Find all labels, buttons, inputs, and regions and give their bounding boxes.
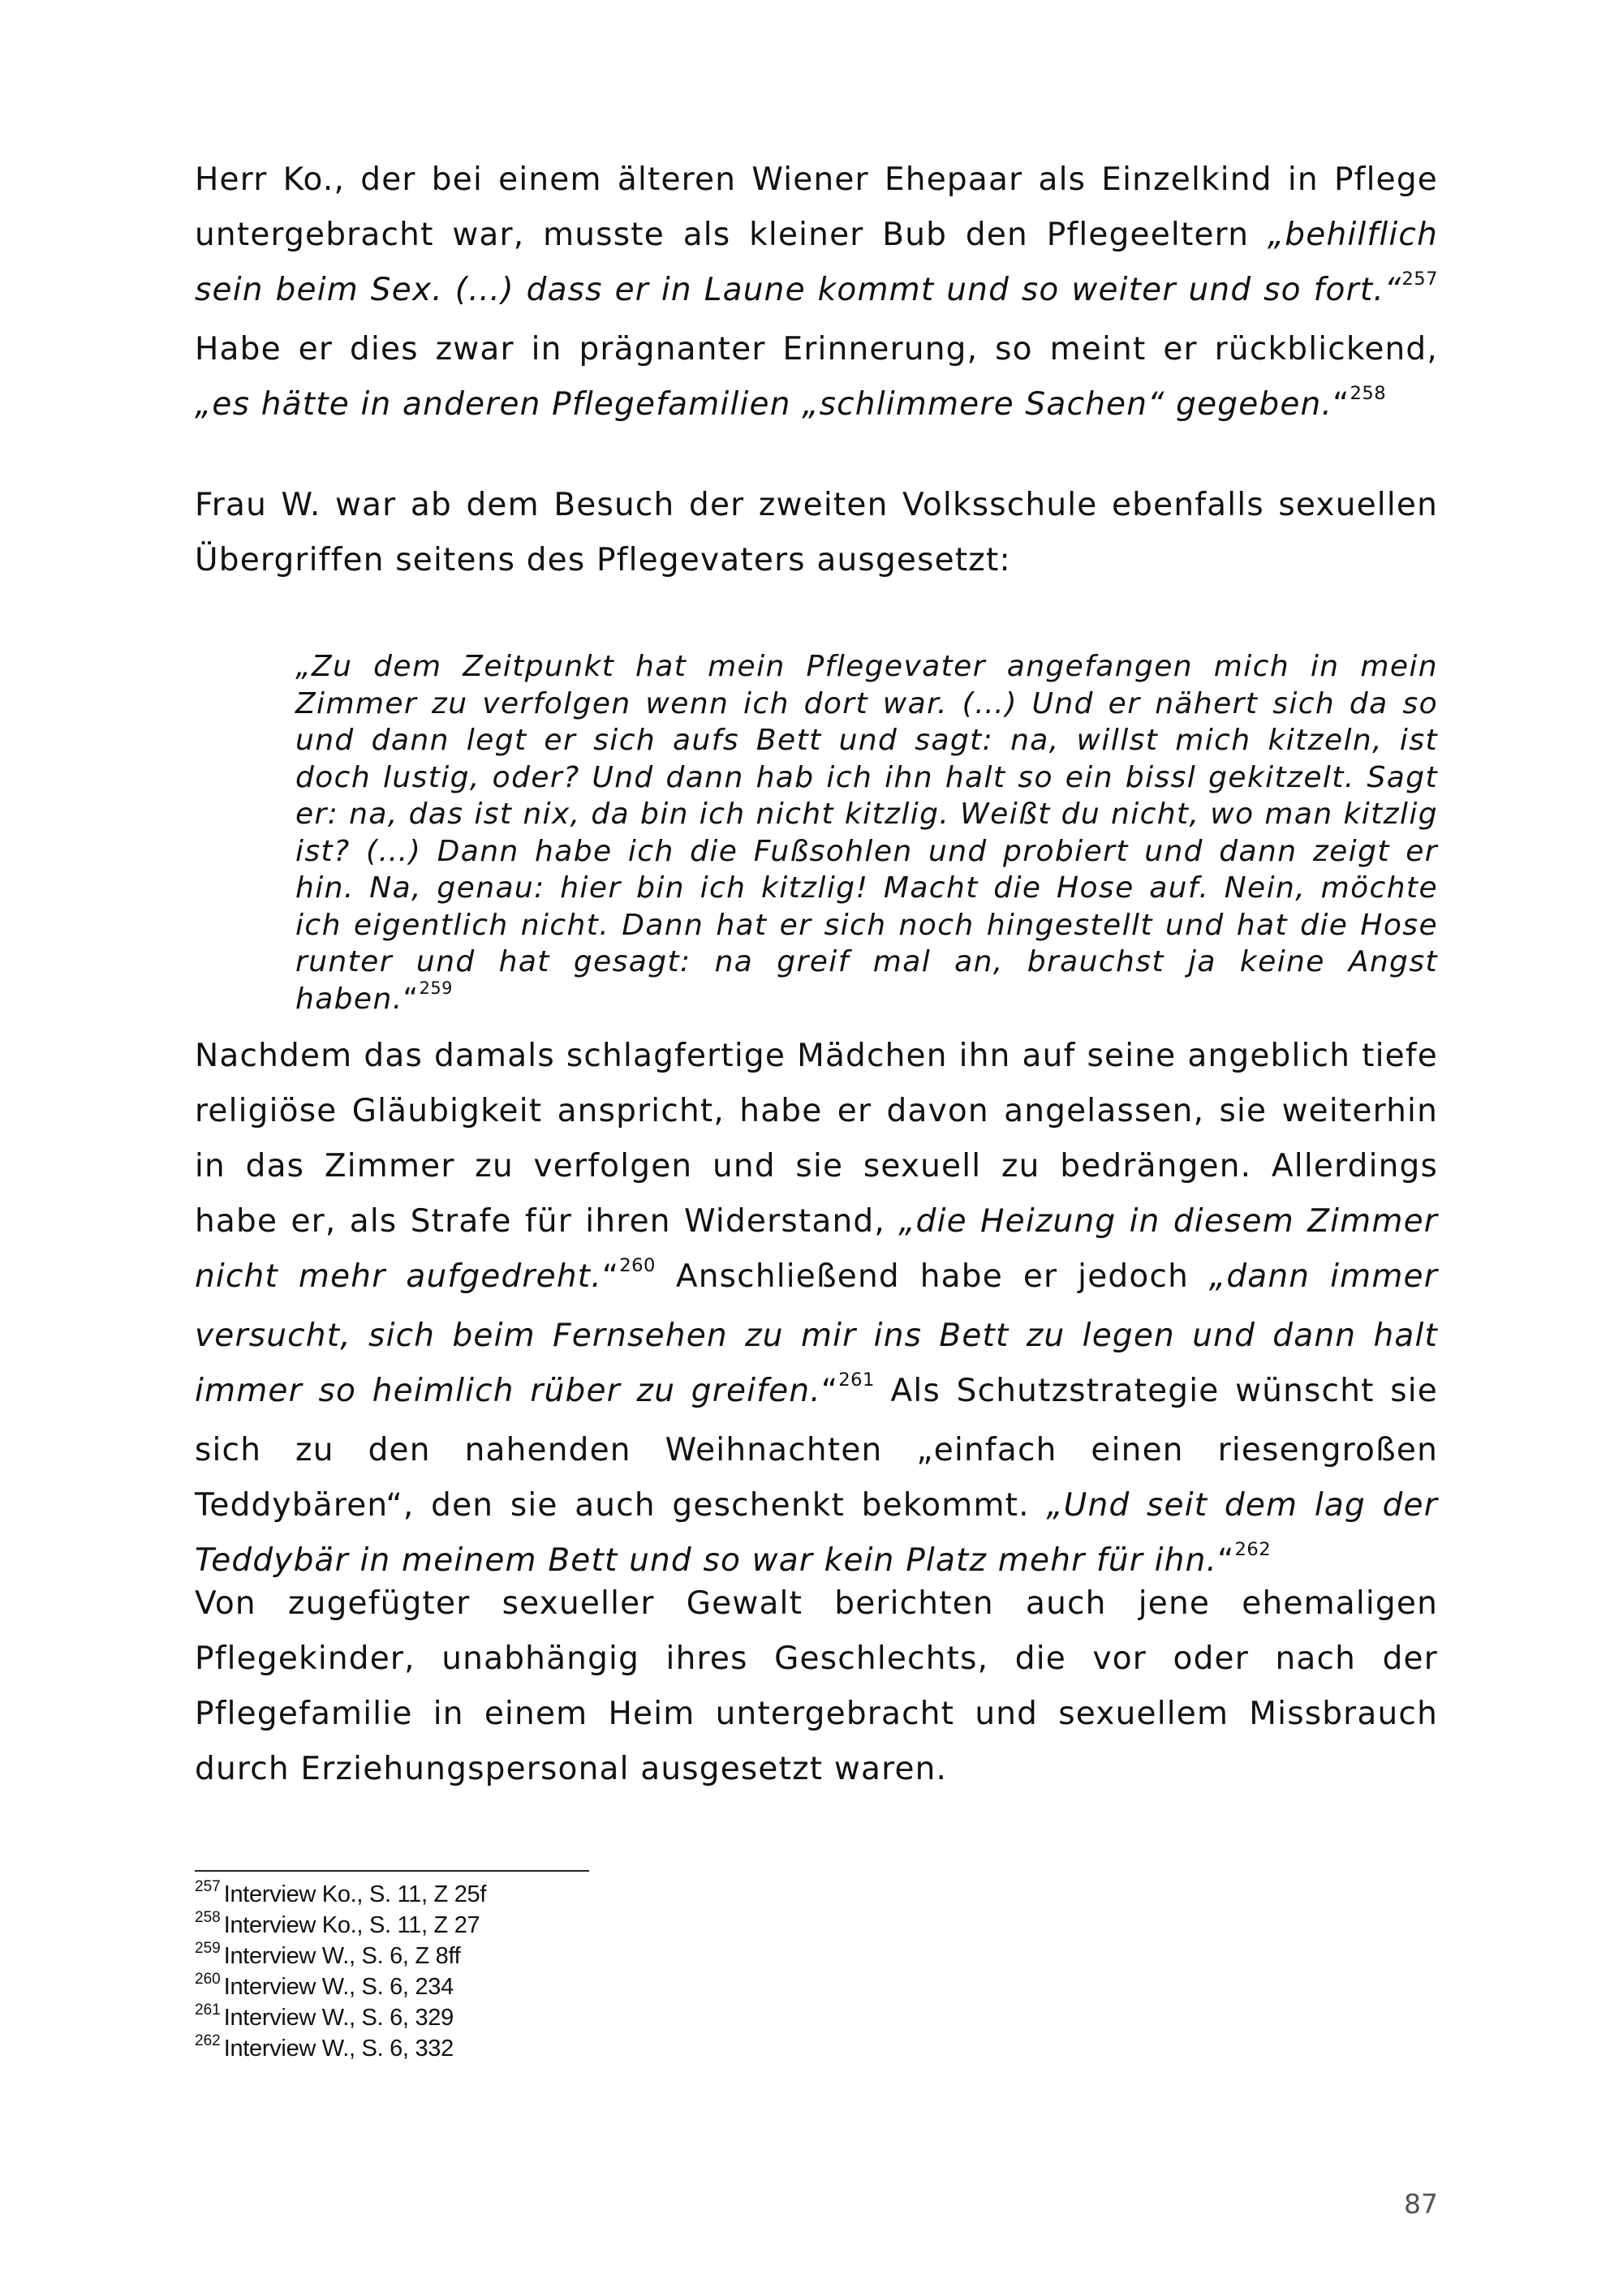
footnote-text: Interview W., S. 6, Z 8ff bbox=[223, 1943, 461, 1969]
paragraph-text: Herr Ko., der bei einem älteren Wiener Ehepaar als Einzelkind in Pflege untergebracht war, musste als kleiner Bub den Pflegeeltern bbox=[195, 161, 1438, 253]
footnote-number: 257 bbox=[195, 1877, 221, 1895]
closing-quote: “ bbox=[1217, 1542, 1235, 1579]
closing-quote: “ bbox=[820, 1373, 839, 1409]
footnotes bbox=[195, 1877, 1006, 2066]
footnote-number: 259 bbox=[195, 1939, 221, 1957]
footnote-text: Interview W., S. 6, 329 bbox=[223, 2005, 454, 2031]
quoted-text: „dann immer versucht, sich beim Fernsehen zu mir ins Bett zu legen und dann halt immer so heimlich rüber zu greifen. bbox=[195, 1258, 1438, 1409]
footnote-ref-261[interactable]: 261 bbox=[838, 1369, 875, 1391]
footnote-258 bbox=[195, 1908, 1006, 1942]
footnote-ref-258[interactable]: 258 bbox=[1350, 382, 1387, 404]
footnote-number: 262 bbox=[195, 2032, 221, 2049]
paragraph-text: Habe er dies zwar in prägnanter Erinnerung, so meint er rückblickend, bbox=[195, 331, 1438, 368]
footnote-257 bbox=[195, 1877, 1006, 1911]
footnote-ref-260[interactable]: 260 bbox=[619, 1254, 656, 1276]
paragraph-herr-ko bbox=[195, 153, 1438, 436]
footnote-text: Interview W., S. 6, 332 bbox=[223, 2036, 454, 2062]
closing-quote: “ bbox=[1332, 386, 1350, 423]
block-quote bbox=[295, 648, 1438, 1021]
footnote-number: 260 bbox=[195, 1970, 221, 1988]
paragraph-nachdem bbox=[195, 1029, 1438, 1593]
footnote-text: Interview Ko., S. 11, Z 25f bbox=[223, 1881, 487, 1907]
footnote-262 bbox=[195, 2032, 1006, 2066]
footnote-ref-257[interactable]: 257 bbox=[1401, 268, 1438, 290]
footnote-ref-259[interactable]: 259 bbox=[419, 978, 453, 998]
footnote-number: 261 bbox=[195, 2001, 221, 2019]
paragraph-von-zugefuegter bbox=[195, 1576, 1438, 1797]
footnote-text: Interview W., S. 6, 234 bbox=[223, 1974, 454, 2000]
quote-text: „Zu dem Zeitpunkt hat mein Pflegevater angefangen mich in mein Zimmer zu verfolgen wenn ich dort war. (…) Und er nähert sich da so und dann legt er sich aufs Bett und sagt: na, willst mich kitzeln, ist doch lustig, oder? Und dann hab ich ihn halt so ein bissl gekitzelt. Sagt er: na, das ist nix, da bin ich nicht kitzlig. Weißt du nicht, wo man kitzlig ist? (…) Dann habe ich die Fußsohlen und probiert und dann zeigt er hin. Na, genau: hier bin ich kitzlig! Macht die Hose auf. Nein, möchte ich eigentlich nicht. Dann hat er sich noch hingestellt und hat die Hose runter und hat gesagt: na greif mal an, brauchst ja keine Angst haben. bbox=[295, 650, 1438, 1016]
paragraph-text: Als Schutzstrategie wünscht sie sich zu den nahenden Weihnachten „einfach einen riesengroßen Teddybären“, den sie auch geschenkt bekommt. bbox=[195, 1373, 1439, 1524]
quoted-text: „behilflich sein beim Sex. (…) dass er in Laune kommt und so weiter und so fort.“ bbox=[195, 217, 1438, 308]
footnote-260 bbox=[195, 1970, 1006, 2004]
quoted-text: „Und seit dem lag der Teddybär in meinem Bett und so war kein Platz mehr für ihn. bbox=[195, 1487, 1438, 1579]
paragraph-frau-w bbox=[195, 478, 1438, 588]
closing-quote: “ bbox=[601, 1258, 620, 1295]
quoted-text: „die Heizung in diesem Zimmer nicht mehr aufgedreht. bbox=[195, 1203, 1438, 1295]
footnote-separator bbox=[195, 1870, 589, 1872]
closing-quote: “ bbox=[403, 982, 420, 1016]
footnote-259 bbox=[195, 1939, 1006, 1973]
footnote-261 bbox=[195, 2001, 1006, 2035]
paragraph-text: Frau W. war ab dem Besuch der zweiten Volksschule ebenfalls sexuellen Übergriffen seitens des Pflegevaters ausgesetzt: bbox=[195, 487, 1438, 578]
page-number: 87 bbox=[1404, 2188, 1438, 2220]
footnote-ref-262[interactable]: 262 bbox=[1234, 1538, 1272, 1560]
footnote-number: 258 bbox=[195, 1908, 221, 1926]
paragraph-text: Anschließend habe er jedoch bbox=[655, 1258, 1209, 1295]
quoted-text: „es hätte in anderen Pflegefamilien „schlimmere Sachen“ gegeben. bbox=[195, 386, 1333, 423]
paragraph-text: Nachdem das damals schlagfertige Mädchen ihn auf seine angeblich tiefe religiöse Gläubigkeit anspricht, habe er davon angelassen, sie weiterhin in das Zimmer zu verfolgen und sie sexuell zu bedrängen. Allerdings habe er, als Strafe für ihren Widerstand, bbox=[195, 1038, 1438, 1240]
footnote-text: Interview Ko., S. 11, Z 27 bbox=[223, 1912, 480, 1938]
paragraph-text: Von zugefügter sexueller Gewalt berichten auch jene ehemaligen Pflegekinder, unabhängig ihres Geschlechts, die vor oder nach der Pflegefamilie in einem Heim untergebracht und sexuellem Missbrauch durch Erziehungspersonal ausgesetzt waren. bbox=[195, 1585, 1438, 1787]
